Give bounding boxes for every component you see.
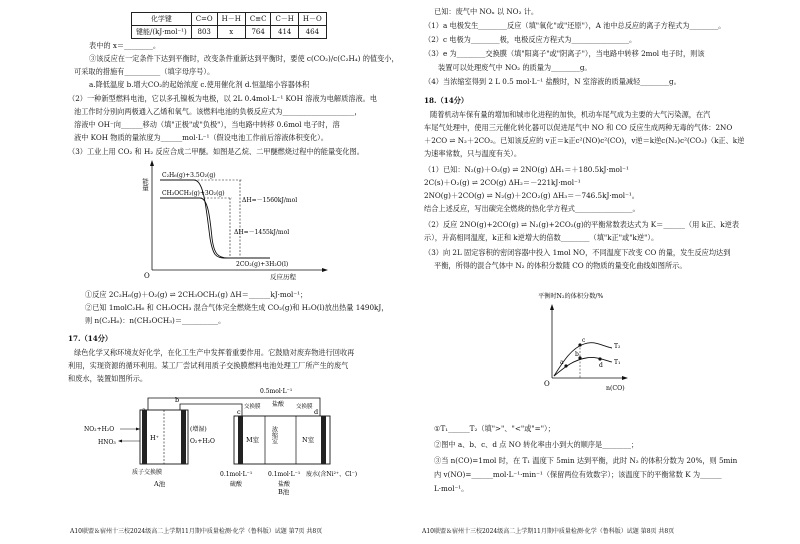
text-line: ①T₁______T₂（填">"、"<"或"="）；: [434, 424, 555, 433]
conc-top-label: 0.5mol·L⁻¹: [260, 388, 293, 395]
ex-mem-left-label: 交换膜: [244, 404, 261, 410]
acid-bm-label: 盐酸: [278, 481, 291, 488]
c2h6-label: C₂H₆(g)+3.5O₂(g): [162, 172, 216, 179]
text-line: 绿色化学又称环境友好化学，在化工生产中发挥着重要作用。它鼓励对废弃物进行回收再: [74, 348, 355, 357]
point-c: c: [582, 337, 586, 344]
apparatus-diagram: [82, 386, 392, 494]
text-line: 液中 KOH 物质的量浓度为______mol·L⁻¹（假设电池工作前后溶液体积变化）。: [74, 133, 328, 142]
text-line: 溶液中 OH⁻向______移动（填"正极"或"负极"），当电路中转移 0.6mol 电子时，溶: [74, 120, 340, 129]
text-line: （1）已知：N₂(g)＋O₂(g) ⇌ 2NO(g) ΔH₁＝＋180.5kJ·mol⁻¹: [424, 165, 629, 174]
dme-label: CH₃OCH₃(g)+3O₂(g): [162, 190, 225, 197]
text-line: 可采取的措施有__________（填字母序号）。: [74, 67, 215, 76]
pool-a-label: A池: [154, 480, 166, 488]
y-axis-label: 能量: [141, 178, 149, 191]
text-line: 平衡，所得的混合气体中 N₂ 的体积分数随 CO 的物质的量变化曲线如图所示。: [434, 261, 687, 270]
m-room-label: M室: [246, 436, 260, 444]
text-line: （1）a 电极发生________反应（填"氧化"或"还原"），A 池中总反应的离子方程式为________。: [424, 21, 726, 30]
energy-diagram: [142, 158, 332, 280]
text-line: ②图中 a、b、c、d 点 NO 转化率由小到大的顺序是________；: [434, 440, 639, 449]
humid-label: (增湿): [190, 426, 207, 433]
text-line: 车尾气处理中，使用三元催化转化器可以促进尾气中 NO 和 CO 反应生成两种无毒的气体：2NO: [424, 123, 733, 132]
text-line: ＋2CO ⇌ N₂＋2CO₂。已知该反应的 v正＝k正c²(NO)c²(CO)，v逆＝k逆c(N₂)c²(CO₂)（k正、k逆: [424, 136, 745, 145]
table-cell: x: [217, 26, 245, 39]
text-line: ③当 n(CO)=1mol 时，在 T₁ 温度下 5min 达到平衡，此时 N₂ 的体积分数为 20%，则 5min: [434, 456, 738, 465]
label-d: d: [314, 408, 319, 416]
table-cell: H－O: [298, 13, 326, 26]
table-cell: C－H: [271, 13, 298, 26]
table-cell: C≡C: [245, 13, 271, 26]
text-line: 池工作时分别向两极通入乙烯和氧气。该燃料电池的负极反应式为____________________，: [74, 107, 362, 116]
left-out-label: HNO₃: [98, 439, 116, 446]
right-page: [400, 0, 800, 544]
conc-bm-label: 0.1mol·L⁻¹: [268, 471, 301, 478]
text-line: （2）c 电极为________极，电极反应方程式为________________。: [424, 35, 637, 44]
table-header-row: [132, 13, 327, 26]
point-b: b: [575, 351, 579, 358]
table-cell: 464: [298, 26, 326, 39]
text-line: 为速率常数，只与温度有关）。: [424, 149, 522, 158]
text-line: 则 n(C₂H₆)：n(CH₃OCH₃)＝__________。: [85, 316, 226, 325]
n-room-label: N室: [302, 436, 315, 444]
conc-bl-label: 0.1mol·L⁻¹: [220, 471, 253, 478]
waste-label: 废水(含Ni²⁺、Cl⁻): [306, 471, 358, 478]
text-line: 内 v(NO)=______mol·L⁻¹·min⁻¹（保留两位有效数字）；该温度下的平衡常数 K 为______: [434, 470, 722, 479]
n2-fraction-graph: [538, 282, 718, 394]
text-line: a.降低温度 b.增大CO₂的起始浓度 c.使用催化剂 d.恒温缩小容器体积: [89, 80, 310, 89]
table-row: [132, 26, 327, 39]
h-plus-label: H⁺: [150, 434, 160, 442]
table-cell: H－H: [217, 13, 245, 26]
curve-t1-label: T₁: [614, 359, 621, 366]
text-line: 和废水，装置如图所示。: [68, 374, 148, 383]
text-line: （2）一种新型燃料电池，它以多孔镍板为电极，以 2L 0.4mol·L⁻¹ KOH 溶液为电解质溶液。电: [68, 94, 378, 103]
text-line: 2C(s)＋O₂(g) ⇌ 2CO(g) ΔH₂＝－221kJ·mol⁻¹: [424, 178, 581, 187]
text-line: 表中的 x＝________。: [89, 41, 161, 50]
label-c: c: [237, 408, 241, 416]
label-b: b: [175, 396, 180, 404]
table-cell: 414: [271, 26, 298, 39]
table-cell: 803: [191, 26, 217, 39]
point-a: a: [560, 359, 564, 366]
membrane-label: 质子交换膜: [132, 469, 163, 476]
bond-energy-table: [131, 12, 327, 39]
question-18-heading: 18.（14分）: [424, 96, 469, 105]
left-in-label: NO₂+H₂O: [84, 426, 115, 433]
text-line: （3）工业上用 CO₂ 和 H₂ 反应合成二甲醚。如图是乙烷、二甲醚燃烧过程中的能量变化图。: [68, 147, 364, 156]
text-line: 示），升高相同温度，k正和 k逆增大的倍数________（填"k正"或"k逆"）。: [424, 233, 659, 242]
table-cell: 键能/(kJ·mol⁻¹): [132, 26, 192, 39]
text-line: L·mol⁻¹。: [434, 484, 469, 493]
table-cell: 764: [245, 26, 271, 39]
x-axis-label: n(CO): [606, 385, 625, 392]
text-line: ②已知 1molC₂H₆ 和 CH₃OCH₃ 混合气体完全燃烧生成 CO₂(g)和 H₂O(l)放出热量 1490kJ，: [85, 303, 389, 312]
text-line: （2）反应 2NO(g)+2CO(g) ⇌ N₂(g)+2CO₂(g)的平衡常数表达式为 K＝______（用 k正、k逆表: [424, 220, 740, 229]
text-line: ①反应 2C₂H₆(g)＋O₂(g) ⇌ 2CH₃OCH₃(g) ΔH＝______kJ·mol⁻¹；: [85, 290, 308, 299]
page-footer-7: A10联盟＆宿州十三校2024级高二上学期11月期中质量检测·化学（鲁科版）试题 第7页 共8页: [70, 528, 323, 535]
acid-bl-label: 硫酸: [230, 481, 243, 488]
text-line: 装置可以处理废气中 NO₂ 的质量为________g。: [438, 63, 592, 72]
point-d: d: [599, 362, 603, 369]
text-line: ③该反应在一定条件下达到平衡时，改变条件重新达到平衡时，要使 c(CO₂)/c(C₂H₄) 的值变小，: [89, 54, 399, 63]
curve-t2-label: T₂: [614, 343, 621, 350]
x-axis-label: 反应历程: [270, 273, 296, 281]
origin-label: O: [544, 380, 550, 388]
text-line: 利用，实现资源的循环利用。某工厂尝试利用质子交换膜燃料电池处理工厂所产生的废气: [68, 361, 349, 370]
ex-mem-right-label: 交换膜: [296, 404, 313, 410]
o2-label: O₂+H₂O: [190, 438, 215, 445]
text-line: 已知：废气中 NOₓ 以 NO₂ 计。: [434, 7, 539, 16]
text-line: 随着机动车保有量的增加和城市化进程的加快，机动车尾气成为主要的大气污染源，在汽: [430, 110, 711, 119]
origin-label: O: [144, 272, 150, 280]
dh1-label: ΔH=－1560kJ/mol: [242, 197, 298, 204]
text-line: （4）当浓缩室得到 2 L 0.5 mol·L⁻¹ 盐酸时，N 室溶液的质量减轻________g。: [424, 77, 681, 86]
table-cell: 化学键: [132, 13, 192, 26]
table-cell: C=O: [191, 13, 217, 26]
text-line: （3）e 为________交换膜（填"阳离子"或"阴离子"），当电路中转移 2mol 电子时，则该: [424, 49, 705, 58]
pool-b-label: B池: [278, 488, 290, 496]
text-line: 2NO(g)＋2CO(g) ⇌ N₂(g)＋2CO₂(g) ΔH₃＝－746.5kJ·mol⁻¹。: [424, 191, 639, 200]
dh2-label: ΔH=－1455kJ/mol: [234, 229, 290, 236]
graph-title: 平衡时N₂的体积分数/%: [538, 293, 604, 300]
acid-top-label: 盐酸: [272, 401, 285, 408]
question-17-heading: 17.（14分）: [68, 334, 113, 343]
mid-room-label: 浓缩室: [270, 426, 278, 444]
product-label: 2CO₂(g)+3H₂O(l): [236, 261, 289, 268]
text-line: 结合上述反应，写出碳完全燃烧的热化学方程式________________。: [424, 204, 640, 213]
page-footer-8: A10联盟＆宿州十三校2024级高二上学期11月期中质量检测·化学（鲁科版）试题 第8页 共8页: [422, 528, 675, 535]
text-line: （3）向 2L 固定容积的密闭容器中投入 1mol NO，不同温度下改变 CO 的量，发生反应均达到: [424, 248, 731, 257]
